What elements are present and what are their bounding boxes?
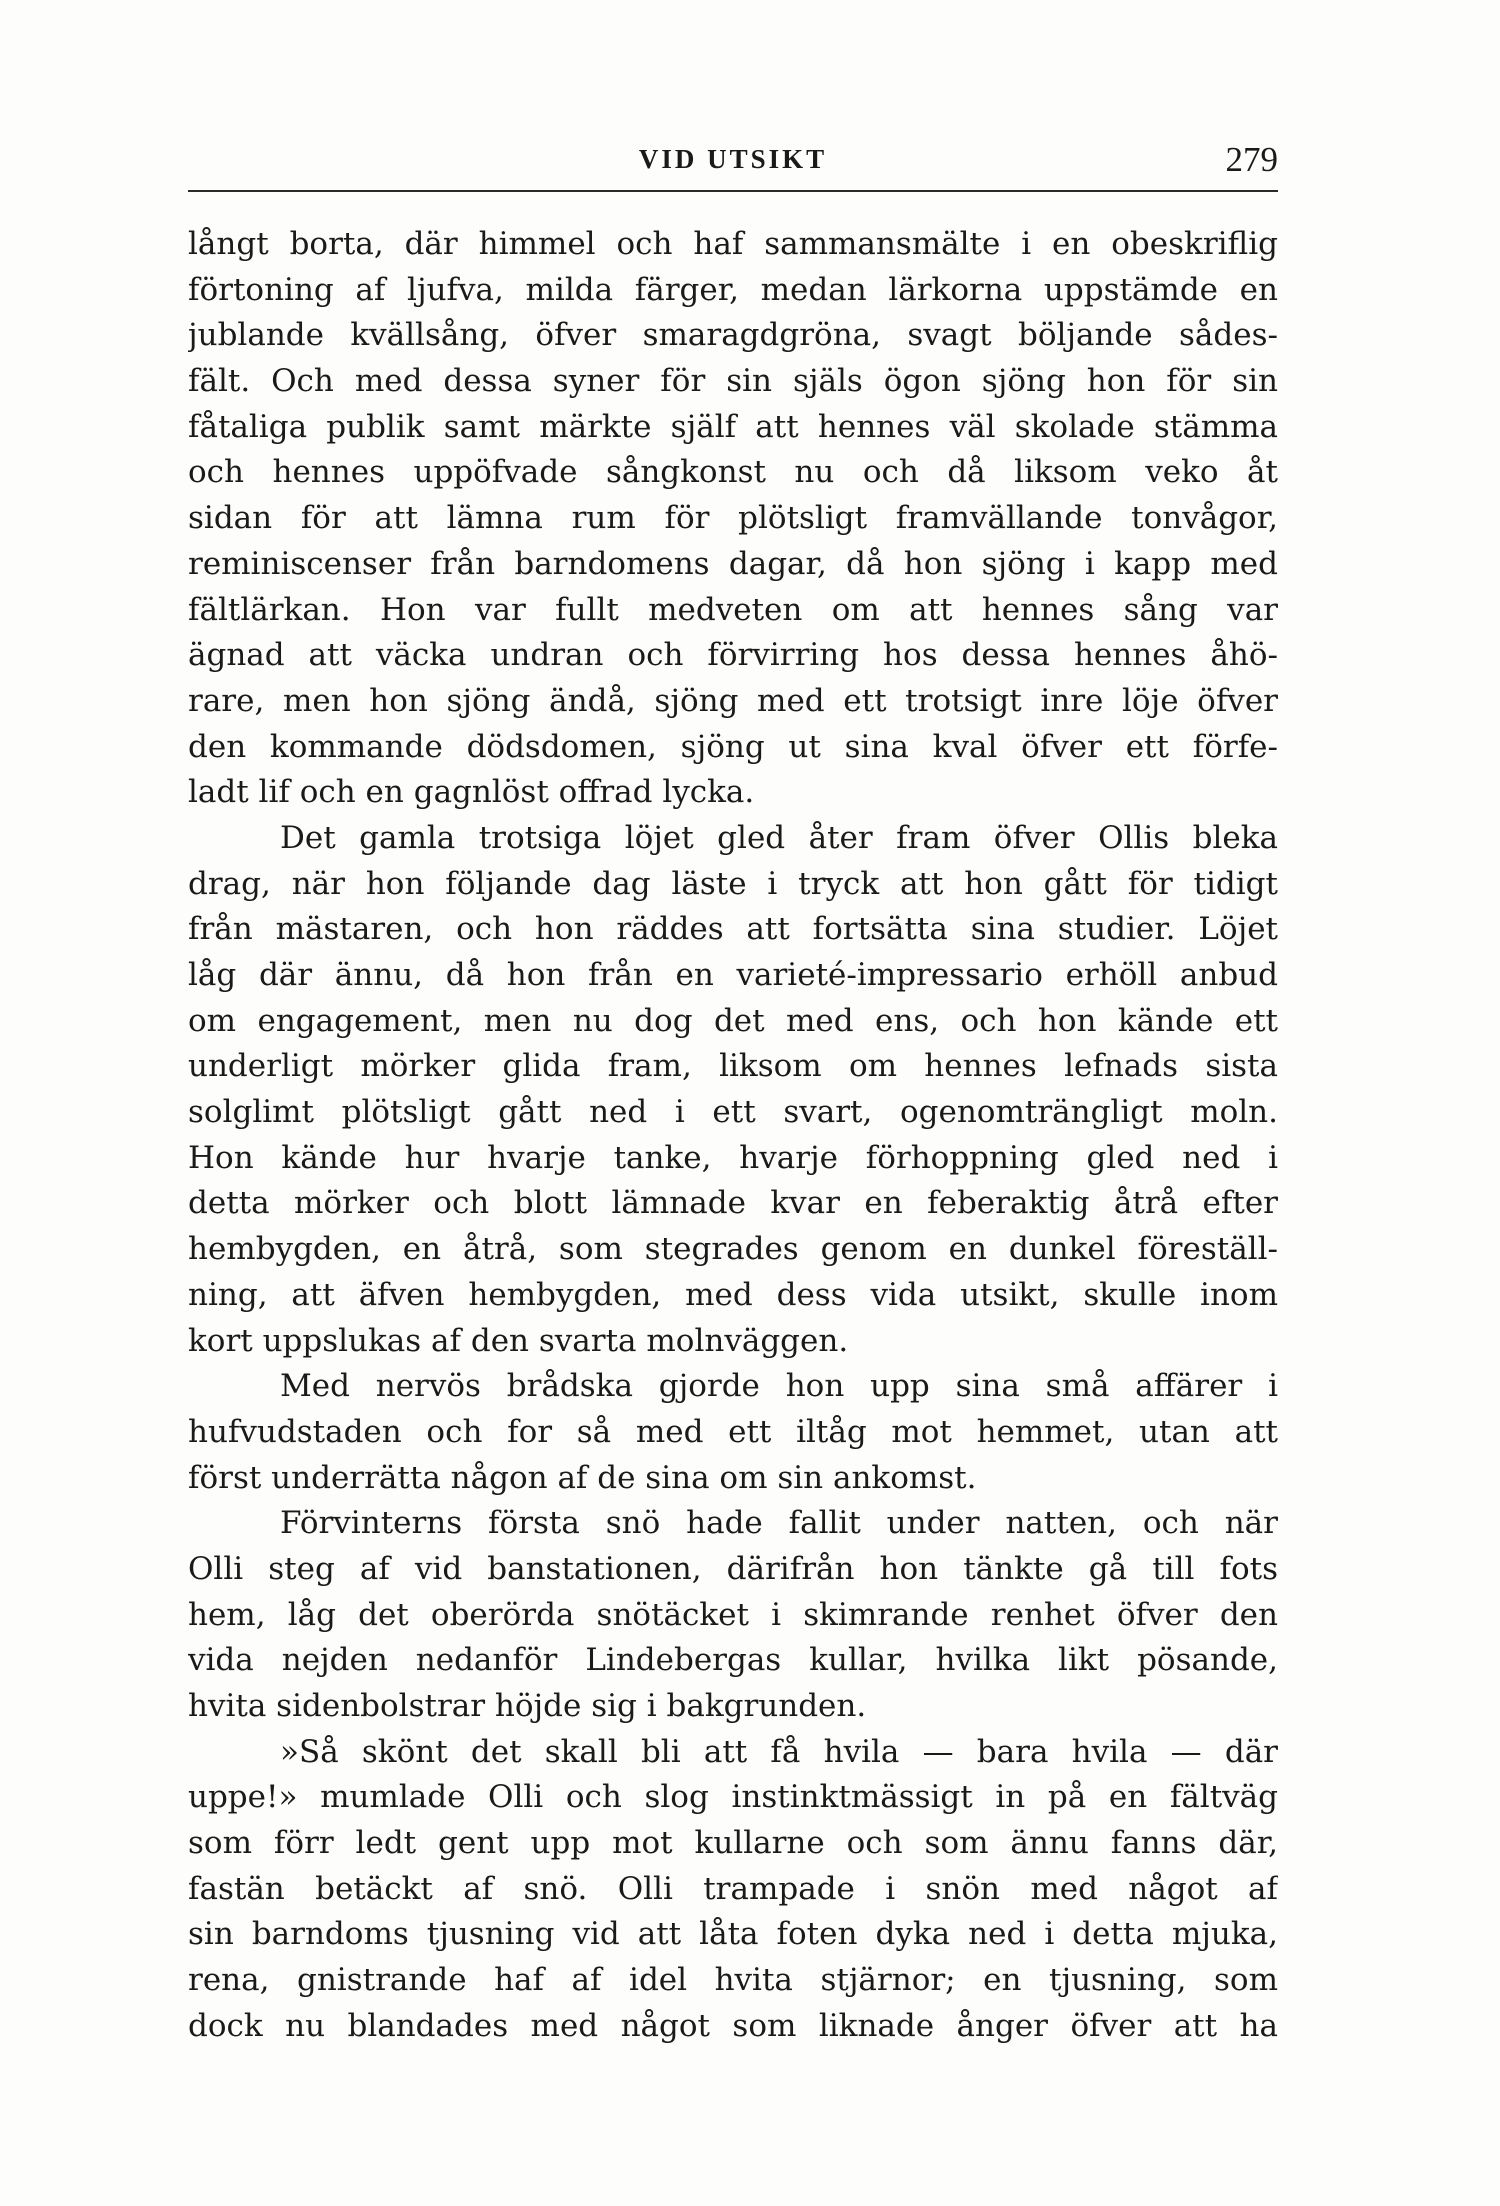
text-line: detta mörker och blott lämnade kvar en feberaktig åtrå efter xyxy=(188,1185,1278,1222)
text-line: hembygden, en åtrå, som stegrades genom en dunkel föreställ- xyxy=(188,1231,1278,1268)
text-line: drag, när hon följande dag läste i tryck att hon gått för tidigt xyxy=(188,865,1278,902)
text-line: långt borta, där himmel och haf sammansmälte i en obeskriflig xyxy=(188,226,1278,262)
body-text xyxy=(188,222,1278,2050)
text-line: från mästaren, och hon räddes att fortsätta sina studier. Löjet xyxy=(188,911,1278,948)
text-line: sidan för att lämna rum för plötsligt framvällande tonvågor, xyxy=(188,500,1278,537)
text-line: fåtaliga publik samt märkte själf att hennes väl skolade stämma xyxy=(188,408,1278,445)
text-line: ladt lif och en gagnlöst offrad lycka. xyxy=(188,774,755,811)
text-line: jublande kvällsång, öfver smaragdgröna, svagt böljande sådes- xyxy=(188,317,1278,354)
text-line: vida nejden nedanför Lindebergas kullar, hvilka likt pösande, xyxy=(188,1642,1278,1679)
text-line: Hon kände hur hvarje tanke, hvarje förhoppning gled ned i xyxy=(188,1139,1278,1176)
text-line: den kommande dödsdomen, sjöng ut sina kval öfver ett förfe- xyxy=(188,728,1278,765)
text-line: ning, att äfven hembygden, med dess vida utsikt, skulle inom xyxy=(188,1276,1278,1313)
text-line: rena, gnistrande haf af idel hvita stjärnor; en tjusning, som xyxy=(188,1962,1278,1999)
text-line: fältlärkan. Hon var fullt medveten om att hennes sång var xyxy=(188,591,1278,628)
text-line: reminiscenser från barndomens dagar, då hon sjöng i kapp med xyxy=(188,545,1278,582)
text-line: »Så skönt det skall bli att få hvila — bara hvila — där xyxy=(280,1733,1278,1770)
text-line: hem, låg det oberörda snötäcket i skimrande renhet öfver den xyxy=(188,1596,1278,1633)
text-line: Olli steg af vid banstationen, därifrån hon tänkte gå till fots xyxy=(188,1550,1278,1587)
text-line: fält. Och med dessa syner för sin själs ögon sjöng hon för sin xyxy=(188,363,1278,400)
text-line: förtoning af ljufva, milda färger, medan lärkorna uppstämde en xyxy=(188,271,1278,308)
text-line: hvita sidenbolstrar höjde sig i bakgrunden. xyxy=(188,1688,867,1724)
page-header xyxy=(188,140,1278,180)
text-line: dock nu blandades med något som liknade ånger öfver att ha xyxy=(188,2007,1278,2044)
text-line: och hennes uppöfvade sångkonst nu och då liksom veko åt xyxy=(188,454,1278,491)
text-line: låg där ännu, då hon från en varieté-impressario erhöll anbud xyxy=(188,957,1278,993)
text-line: kort uppslukas af den svarta molnväggen. xyxy=(188,1322,849,1359)
text-line: Det gamla trotsiga löjet gled åter fram öfver Ollis bleka xyxy=(280,819,1278,856)
text-line: Med nervös brådska gjorde hon upp sina små affärer i xyxy=(280,1368,1278,1405)
text-line: ägnad att väcka undran och förvirring hos dessa hennes åhö- xyxy=(188,637,1278,674)
text-line: sin barndoms tjusning vid att låta foten dyka ned i detta mjuka, xyxy=(188,1916,1278,1953)
running-title: VID UTSIKT xyxy=(638,144,828,174)
text-line: uppe!» mumlade Olli och slog instinktmässigt in på en fältväg xyxy=(188,1779,1278,1816)
text-line: solglimt plötsligt gått ned i ett svart, ogenomträngligt moln. xyxy=(188,1094,1278,1131)
page-number: 279 xyxy=(1225,140,1278,179)
header-rule xyxy=(188,190,1278,192)
text-line: hufvudstaden och for så med ett iltåg mot hemmet, utan att xyxy=(188,1413,1278,1450)
text-line: som förr ledt gent upp mot kullarne och som ännu fanns där, xyxy=(188,1825,1278,1862)
text-line: underligt mörker glida fram, liksom om hennes lefnads sista xyxy=(188,1048,1278,1085)
text-line: om engagement, men nu dog det med ens, och hon kände ett xyxy=(188,1002,1278,1039)
text-line: först underrätta någon af de sina om sin ankomst. xyxy=(188,1459,977,1496)
text-line: fastän betäckt af snö. Olli trampade i snön med något af xyxy=(188,1870,1278,1907)
text-line: rare, men hon sjöng ändå, sjöng med ett trotsigt inre löje öfver xyxy=(188,682,1278,719)
text-line: Förvinterns första snö hade fallit under natten, och när xyxy=(280,1505,1278,1542)
